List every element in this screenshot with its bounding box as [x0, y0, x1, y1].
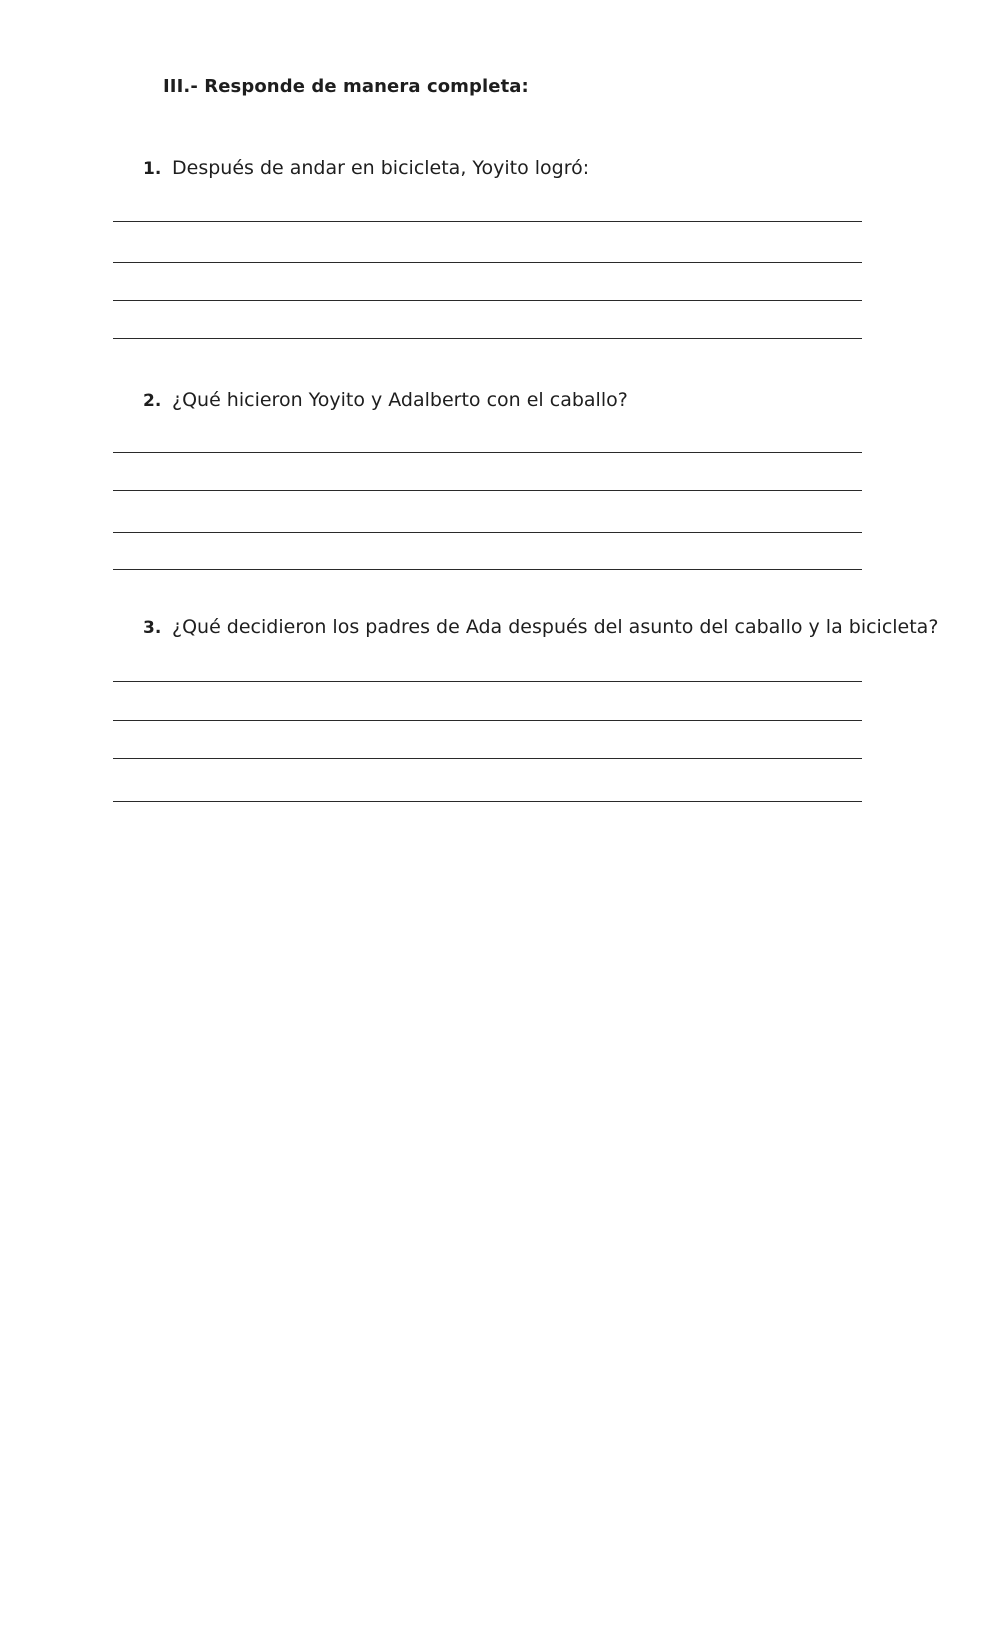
answer-line[interactable] — [113, 262, 862, 263]
answer-line[interactable] — [113, 221, 862, 222]
answer-line[interactable] — [113, 569, 862, 570]
question-text: ¿Qué hicieron Yoyito y Adalberto con el caballo? — [172, 389, 628, 411]
question-number: 1. — [143, 159, 162, 179]
answer-line[interactable] — [113, 338, 862, 339]
question-3 — [143, 616, 938, 638]
answer-line[interactable] — [113, 300, 862, 301]
answer-line[interactable] — [113, 532, 862, 533]
answer-line[interactable] — [113, 801, 862, 802]
answer-line[interactable] — [113, 758, 862, 759]
question-2 — [143, 389, 628, 411]
question-1 — [143, 157, 589, 179]
section-title: III.- Responde de manera completa: — [163, 76, 529, 97]
question-number: 2. — [143, 391, 162, 411]
answer-line[interactable] — [113, 452, 862, 453]
answer-line[interactable] — [113, 681, 862, 682]
answer-line[interactable] — [113, 490, 862, 491]
answer-line[interactable] — [113, 720, 862, 721]
question-text: ¿Qué decidieron los padres de Ada después del asunto del caballo y la bicicleta? — [172, 616, 939, 638]
question-text: Después de andar en bicicleta, Yoyito logró: — [172, 157, 590, 179]
question-number: 3. — [143, 618, 162, 638]
